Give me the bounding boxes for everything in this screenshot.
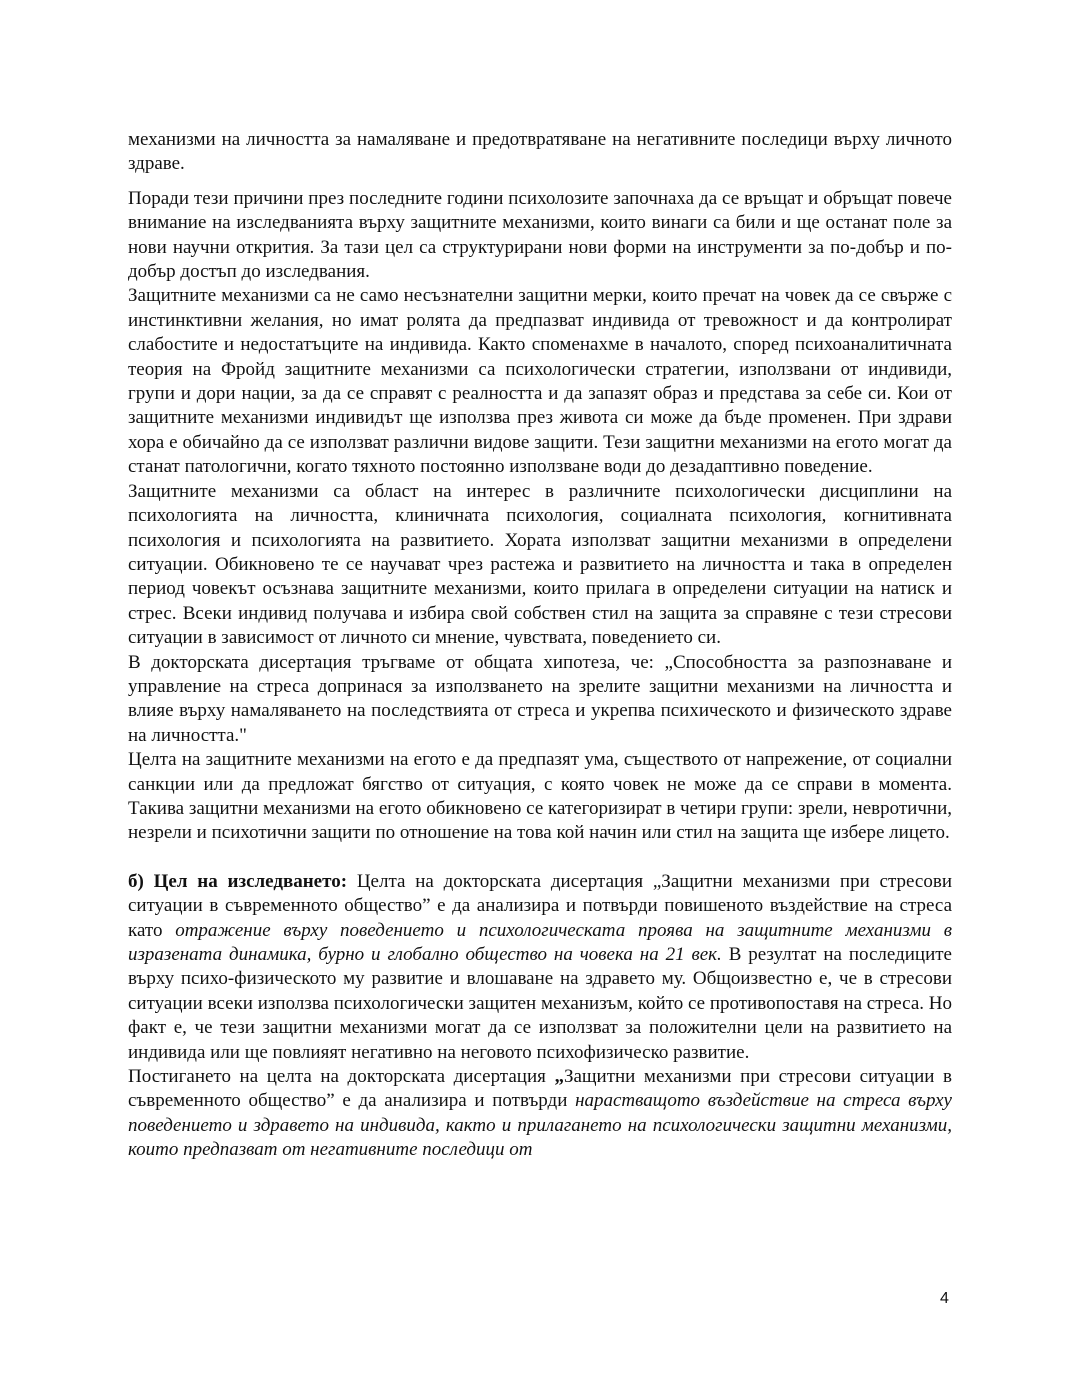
text-span: В резултат на последиците върху психо-физическото му развитие и влошаване на здравето му. Общоизвестно е, че в стресови ситуации всеки използва психологически защитен механизъм, който се противопоставя на стреса. Но факт е, че тези защитни механизми могат да се използват за положителни цели на развитието на индивида или ще повлияят негативно на неговото психофизическо развитие. — [128, 944, 952, 1063]
italic-emphasis: нарастващото въздействие на стреса върху поведението и здравето на индивида, както и прилагането на психологически защитни механизми, които предпазват от негативните последици от — [128, 1090, 952, 1161]
italic-emphasis: отражение върху поведението и психологическата проява на защитните механизми в изразената динамика, бурно и глобално общество на човека на 21 век. — [128, 919, 952, 965]
section-heading: б) Цел на изследването: — [128, 870, 348, 892]
text-span: Целта на докторската дисертация „Защитни механизми при стресови ситуации в съвременното общество” е да анализира и потвърди повишеното въздействие на стреса като — [128, 870, 952, 941]
paragraph-research-goal — [128, 870, 952, 1065]
paragraph-psychology-disciplines: Защитните механизми са област на интерес в различните психологически дисциплини на психологията на личността, клиничната психология, социалната психология, когнитивната психология и психологията на развитието. Хората използват защитни механизми в определени ситуации. Обикновено те се научават чрез растежа и развитието на личността и така в определен период човекът осъзнава защитните механизми, които прилага в определени ситуации на натиск и стрес. Всеки индивид получава и избира свой собствен стил на защита за справяне с тези стресови ситуации в зависимост от личното си мнение, чувствата, поведението си. — [128, 480, 952, 649]
paragraph-continuation: механизми на личността за намаляване и предотвратяване на негативните последици върху личното здраве. — [128, 129, 952, 175]
paragraph-research-reasons: Поради тези причини през последните години психолозите започнаха да се връщат и обръщат повече внимание на изследванията върху защитните механизми, които винаги са били и ще останат поле за нови научни открития. За тази цел са структурирани нови форми на инструменти за по-добър и по-добър достъп до изследвания. — [128, 187, 952, 283]
page-number: 4 — [940, 1290, 949, 1307]
document-page — [128, 128, 952, 1163]
paragraph-goal-achievement — [128, 1065, 952, 1163]
paragraph-defense-mechanisms-role: Защитните механизми са не само несъзнателни защитни мерки, които пречат на човек да се свърже с инстинктивни желания, но имат ролята да предпазват индивида от тревожност и да контролират слабостите и недостатъците на индивида. Както споменахме в началото, според психоаналитичната теория на Фройд защитните механизми са психологически стратегии, използвани от индивиди, групи и дори нации, за да се справят с реалността и да запазят образ и представа за себе си. Кои от защитните механизми индивидът ще използва през живота си може да бъде променен. При здрави хора е обичайно да се използват различни видове защити. Тези защитни механизми на егото могат да станат патологични, когато тяхното постоянно използване води до дезадаптивно поведение. — [128, 285, 952, 478]
text-span: Постигането на целта на докторската дисертация — [128, 1066, 555, 1088]
text-span: Защитни механизми при стресови ситуации в съвременното общество” е да анализира и потвърди — [128, 1066, 953, 1112]
paragraph-hypothesis: В докторската дисертация тръгваме от общата хипотеза, че: „Способността за разпознаване и управление на стреса допринася за използването на зрелите защитни механизми на личността и влияе върху намаляването на последствията от стреса и укрепва психическото и физическото здраве на личността." — [128, 651, 952, 746]
bold-quote-mark: „ — [554, 1066, 564, 1088]
paragraph-ego-defense-purpose: Целта на защитните механизми на егото е да предпазят ума, съществото от напрежение, от социални санкции или да предложат бягство от ситуация, с която човек не може да се справи в момента. Такива защитни механизми на егото обикновено се категоризират в четири групи: зрели, невротични, незрели и психотични защити по отношение на това кой начин или стил на защита ще избере лицето. — [128, 749, 952, 844]
